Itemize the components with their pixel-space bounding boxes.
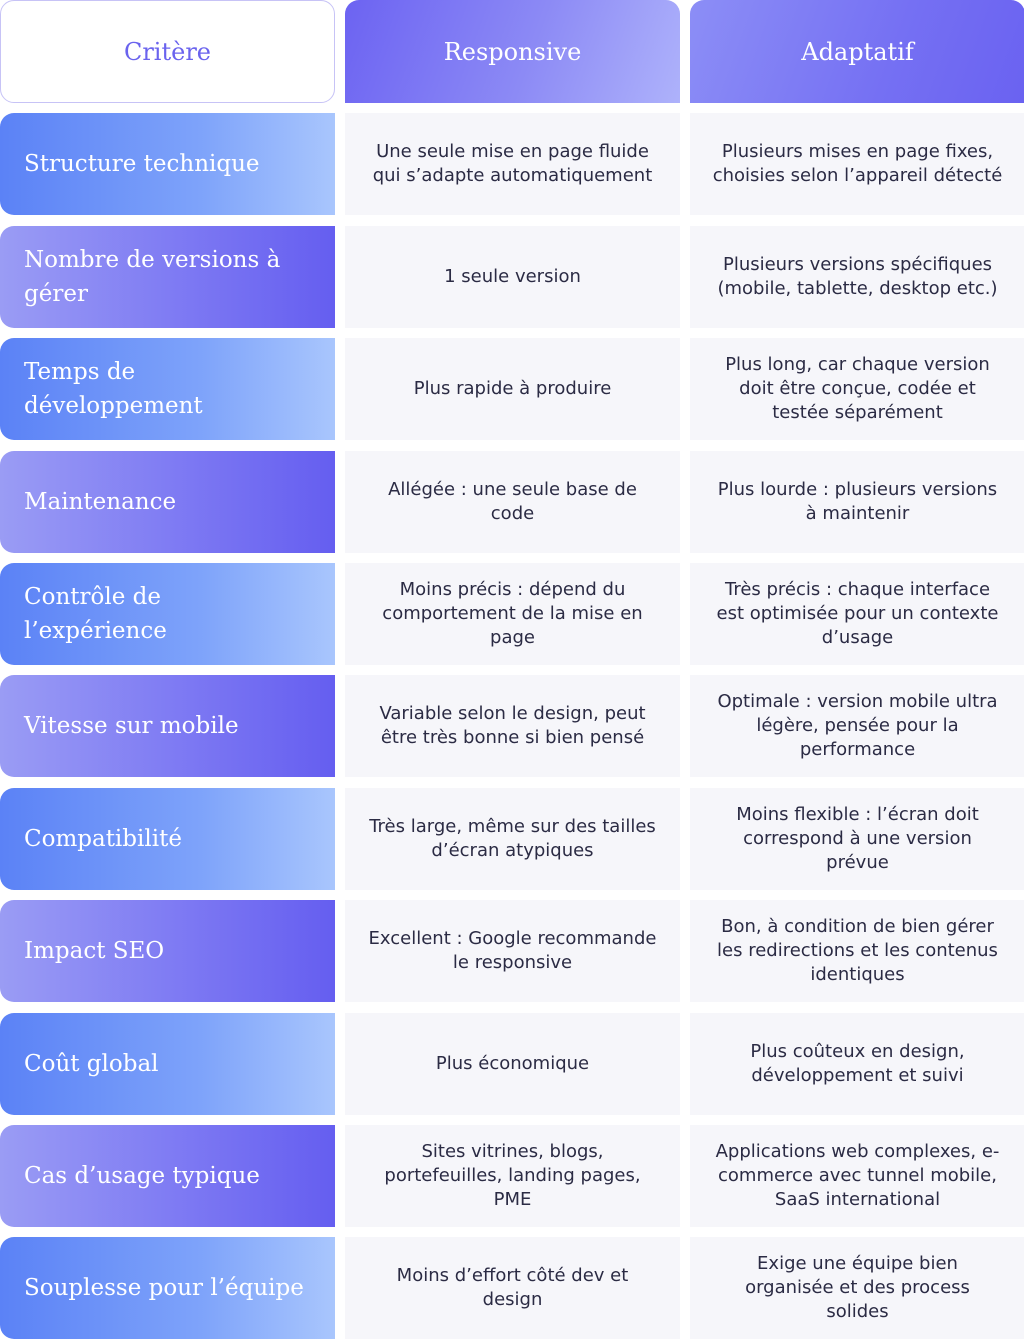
responsive-cell: 1 seule version (345, 226, 680, 328)
adaptive-cell: Plus lourde : plusieurs versions à maintenir (690, 451, 1024, 553)
adaptive-cell: Moins flexible : l’écran doit correspond à une version prévue (690, 788, 1024, 890)
responsive-cell: Plus rapide à produire (345, 338, 680, 440)
adaptive-cell: Applications web complexes, e-commerce avec tunnel mobile, SaaS international (690, 1125, 1024, 1227)
criterion-cell: Souplesse pour l’équipe (0, 1237, 335, 1339)
responsive-cell: Très large, même sur des tailles d’écran atypiques (345, 788, 680, 890)
responsive-cell: Une seule mise en page fluide qui s’adapte automatiquement (345, 113, 680, 215)
criterion-cell: Compatibilité (0, 788, 335, 890)
criterion-cell: Temps de développement (0, 338, 335, 440)
criterion-cell: Coût global (0, 1013, 335, 1115)
criterion-cell: Vitesse sur mobile (0, 675, 335, 777)
adaptive-cell: Plusieurs versions spécifiques (mobile, tablette, desktop etc.) (690, 226, 1024, 328)
responsive-cell: Sites vitrines, blogs, portefeuilles, landing pages, PME (345, 1125, 680, 1227)
criterion-cell: Contrôle de l’expérience (0, 563, 335, 665)
responsive-cell: Moins d’effort côté dev et design (345, 1237, 680, 1339)
responsive-cell: Variable selon le design, peut être très bonne si bien pensé (345, 675, 680, 777)
adaptive-cell: Plusieurs mises en page fixes, choisies selon l’appareil détecté (690, 113, 1024, 215)
responsive-cell: Excellent : Google recommande le responsive (345, 900, 680, 1002)
adaptive-cell: Bon, à condition de bien gérer les redirections et les contenus identiques (690, 900, 1024, 1002)
adaptive-cell: Plus coûteux en design, développement et suivi (690, 1013, 1024, 1115)
header-adaptive: Adaptatif (690, 0, 1024, 103)
header-responsive: Responsive (345, 0, 680, 103)
adaptive-cell: Optimale : version mobile ultra légère, pensée pour la performance (690, 675, 1024, 777)
adaptive-cell: Exige une équipe bien organisée et des process solides (690, 1237, 1024, 1339)
adaptive-cell: Plus long, car chaque version doit être conçue, codée et testée séparément (690, 338, 1024, 440)
criterion-cell: Structure technique (0, 113, 335, 215)
header-criterion: Critère (0, 0, 335, 103)
adaptive-cell: Très précis : chaque interface est optimisée pour un contexte d’usage (690, 563, 1024, 665)
responsive-cell: Allégée : une seule base de code (345, 451, 680, 553)
criterion-cell: Impact SEO (0, 900, 335, 1002)
responsive-cell: Moins précis : dépend du comportement de la mise en page (345, 563, 680, 665)
criterion-cell: Cas d’usage typique (0, 1125, 335, 1227)
criterion-cell: Nombre de versions à gérer (0, 226, 335, 328)
responsive-cell: Plus économique (345, 1013, 680, 1115)
criterion-cell: Maintenance (0, 451, 335, 553)
